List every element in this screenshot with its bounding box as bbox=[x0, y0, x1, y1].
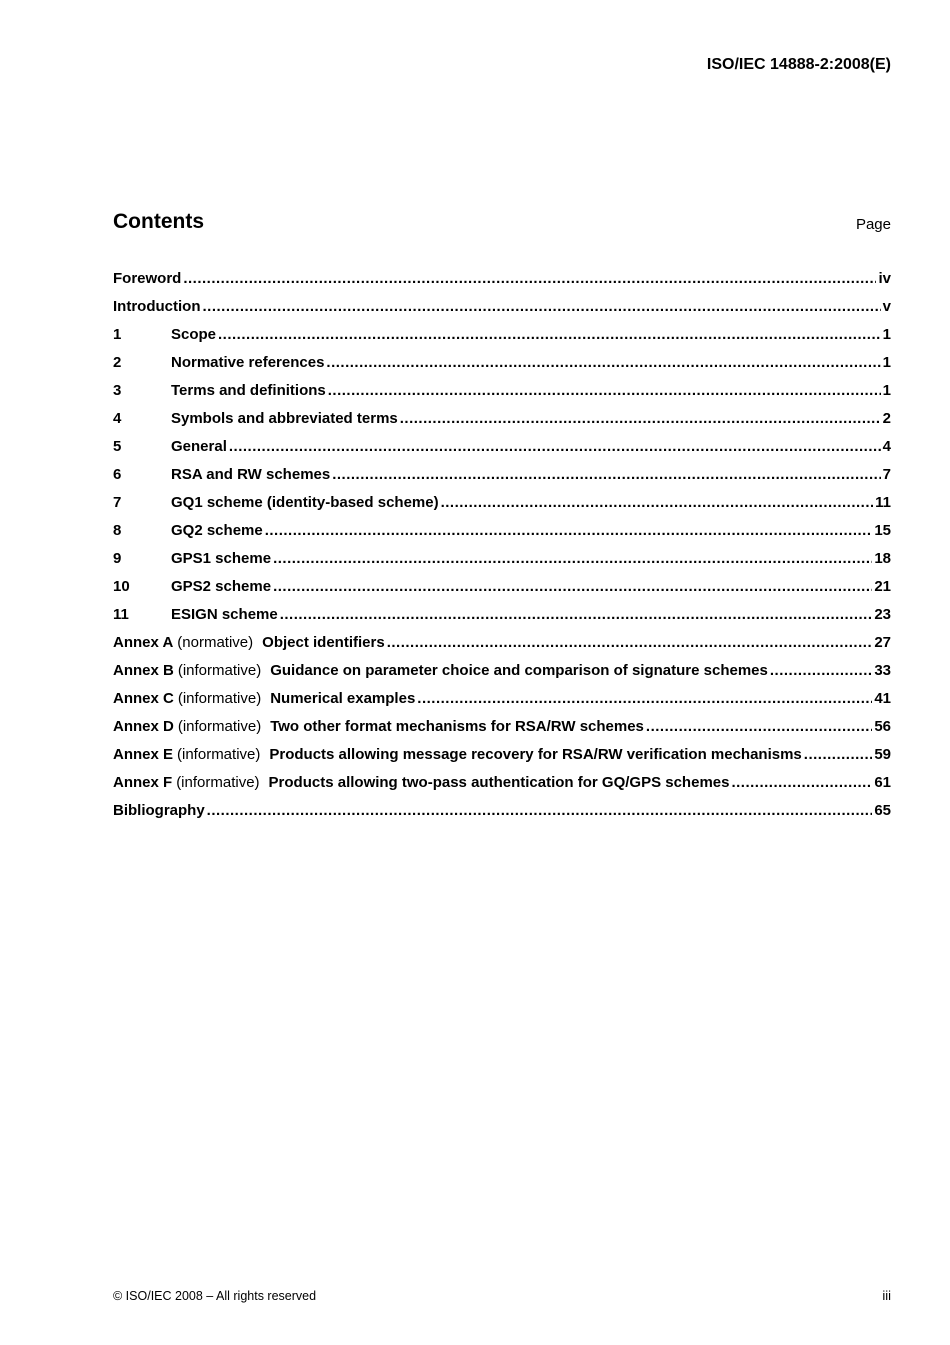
toc-entry-number: 11 bbox=[113, 606, 129, 623]
annex-label: Annex C bbox=[113, 690, 174, 707]
toc-entry-title: GQ2 scheme bbox=[171, 522, 263, 539]
annex-type: (informative) bbox=[177, 746, 261, 763]
toc-entry-title: Products allowing message recovery for RSA/RW verification mechanisms bbox=[269, 746, 802, 763]
toc-entry-title: RSA and RW schemes bbox=[171, 466, 331, 483]
toc-entry-title: GPS1 scheme bbox=[171, 550, 272, 567]
annex-type: (informative) bbox=[176, 774, 260, 791]
toc-entry-annex[interactable] bbox=[113, 746, 891, 774]
toc-entry-page: 41 bbox=[874, 690, 891, 707]
dot-leader bbox=[326, 354, 880, 371]
toc-entry-title: GQ1 scheme (identity-based scheme) bbox=[171, 494, 439, 511]
dot-leader bbox=[229, 438, 881, 455]
annex-label: Annex A bbox=[113, 634, 174, 651]
toc-entry-page: 2 bbox=[882, 410, 891, 427]
dot-leader bbox=[400, 410, 881, 427]
toc-entry-number: 7 bbox=[113, 494, 122, 511]
annex-label: Annex E bbox=[113, 746, 174, 763]
toc-entry-page: 61 bbox=[874, 774, 891, 791]
dot-leader bbox=[731, 774, 872, 791]
dot-leader bbox=[207, 802, 873, 819]
toc-entry-page: 18 bbox=[874, 550, 891, 567]
toc-entry-page: 56 bbox=[874, 718, 891, 735]
toc-entry-number: 6 bbox=[113, 466, 122, 483]
toc-entry-page: 1 bbox=[882, 354, 891, 371]
annex-type: (informative) bbox=[177, 662, 262, 679]
toc-entry-page: 15 bbox=[874, 522, 891, 539]
annex-label: Annex D bbox=[113, 718, 174, 735]
toc-entry-page: 1 bbox=[882, 382, 891, 399]
toc-entry-page: 23 bbox=[874, 606, 891, 623]
toc-entry-page: 33 bbox=[874, 662, 891, 679]
dot-leader bbox=[441, 494, 874, 511]
toc-entry-clause[interactable] bbox=[113, 466, 891, 494]
toc-entry-title: Introduction bbox=[113, 298, 201, 315]
annex-type: (normative) bbox=[177, 634, 254, 651]
dot-leader bbox=[265, 522, 873, 539]
toc-entry-title: Guidance on parameter choice and comparison of signature schemes bbox=[270, 662, 768, 679]
toc-entry-number: 4 bbox=[113, 410, 122, 427]
dot-leader bbox=[273, 578, 872, 595]
dot-leader bbox=[387, 634, 873, 651]
dot-leader bbox=[417, 690, 872, 707]
toc-entry-title: Products allowing two-pass authentication for GQ/GPS schemes bbox=[268, 774, 730, 791]
toc-entry-page: 21 bbox=[874, 578, 891, 595]
dot-leader bbox=[280, 606, 873, 623]
toc-entry-annex[interactable] bbox=[113, 718, 891, 746]
toc-entry-page: 27 bbox=[874, 634, 891, 651]
toc-entry-page: iv bbox=[878, 270, 891, 287]
toc-entry-clause[interactable] bbox=[113, 438, 891, 466]
dot-leader bbox=[646, 718, 872, 735]
toc-entry-title: Object identifiers bbox=[262, 634, 385, 651]
dot-leader bbox=[202, 298, 880, 315]
toc-entry-title: Bibliography bbox=[113, 802, 205, 819]
toc-entry-clause[interactable] bbox=[113, 522, 891, 550]
toc-entry-clause[interactable] bbox=[113, 606, 891, 634]
toc-entry-annex[interactable] bbox=[113, 690, 891, 718]
toc-entry-page: 65 bbox=[874, 802, 891, 819]
annex-type: (informative) bbox=[177, 718, 262, 735]
toc-entry-title: Terms and definitions bbox=[171, 382, 326, 399]
toc-entry-number: 3 bbox=[113, 382, 122, 399]
contents-heading: Contents bbox=[113, 210, 204, 233]
toc-entry-clause[interactable] bbox=[113, 354, 891, 382]
toc-entry-number: 5 bbox=[113, 438, 122, 455]
toc-entry-number: 9 bbox=[113, 550, 122, 567]
toc-entry-title: Symbols and abbreviated terms bbox=[171, 410, 398, 427]
toc-entry-number: 8 bbox=[113, 522, 122, 539]
footer-page-number: iii bbox=[882, 1288, 891, 1303]
toc-entry-title: General bbox=[171, 438, 227, 455]
table-of-contents bbox=[113, 270, 891, 830]
toc-entry-annex[interactable] bbox=[113, 774, 891, 802]
toc-entry-clause[interactable] bbox=[113, 326, 891, 354]
toc-entry-title: Numerical examples bbox=[270, 690, 416, 707]
toc-entry-clause[interactable] bbox=[113, 494, 891, 522]
toc-entry-annex[interactable] bbox=[113, 662, 891, 690]
toc-entry-clause[interactable] bbox=[113, 410, 891, 438]
toc-entry-foreword[interactable] bbox=[113, 270, 891, 298]
toc-entry-number: 10 bbox=[113, 578, 130, 595]
toc-entry-page: v bbox=[882, 298, 891, 315]
standard-identifier: ISO/IEC 14888-2:2008(E) bbox=[706, 56, 891, 73]
annex-label: Annex F bbox=[113, 774, 173, 791]
dot-leader bbox=[273, 550, 872, 567]
toc-entry-title: Two other format mechanisms for RSA/RW schemes bbox=[270, 718, 644, 735]
toc-entry-bibliography[interactable] bbox=[113, 802, 891, 830]
annex-label: Annex B bbox=[113, 662, 174, 679]
toc-entry-page: 1 bbox=[882, 326, 891, 343]
toc-entry-number: 2 bbox=[113, 354, 122, 371]
footer-copyright: © ISO/IEC 2008 – All rights reserved bbox=[113, 1289, 317, 1303]
toc-entry-number: 1 bbox=[113, 326, 122, 343]
toc-entry-title: Foreword bbox=[113, 270, 182, 287]
dot-leader bbox=[804, 746, 873, 763]
dot-leader bbox=[183, 270, 876, 287]
toc-entry-introduction[interactable] bbox=[113, 298, 891, 326]
dot-leader bbox=[218, 326, 881, 343]
toc-entry-clause[interactable] bbox=[113, 550, 891, 578]
toc-entry-page: 4 bbox=[882, 438, 891, 455]
toc-entry-annex[interactable] bbox=[113, 634, 891, 662]
toc-entry-title: GPS2 scheme bbox=[171, 578, 272, 595]
toc-entry-page: 7 bbox=[882, 466, 891, 483]
toc-entry-page: 59 bbox=[874, 746, 891, 763]
toc-entry-page: 11 bbox=[875, 494, 891, 511]
page-column-label: Page bbox=[855, 216, 891, 233]
annex-type: (informative) bbox=[177, 690, 262, 707]
toc-entry-title: Scope bbox=[171, 326, 217, 343]
dot-leader bbox=[328, 382, 881, 399]
dot-leader bbox=[770, 662, 872, 679]
toc-entry-title: ESIGN scheme bbox=[171, 606, 278, 623]
toc-entry-title: Normative references bbox=[171, 354, 325, 371]
toc-entry-clause[interactable] bbox=[113, 578, 891, 606]
toc-entry-clause[interactable] bbox=[113, 382, 891, 410]
dot-leader bbox=[332, 466, 880, 483]
